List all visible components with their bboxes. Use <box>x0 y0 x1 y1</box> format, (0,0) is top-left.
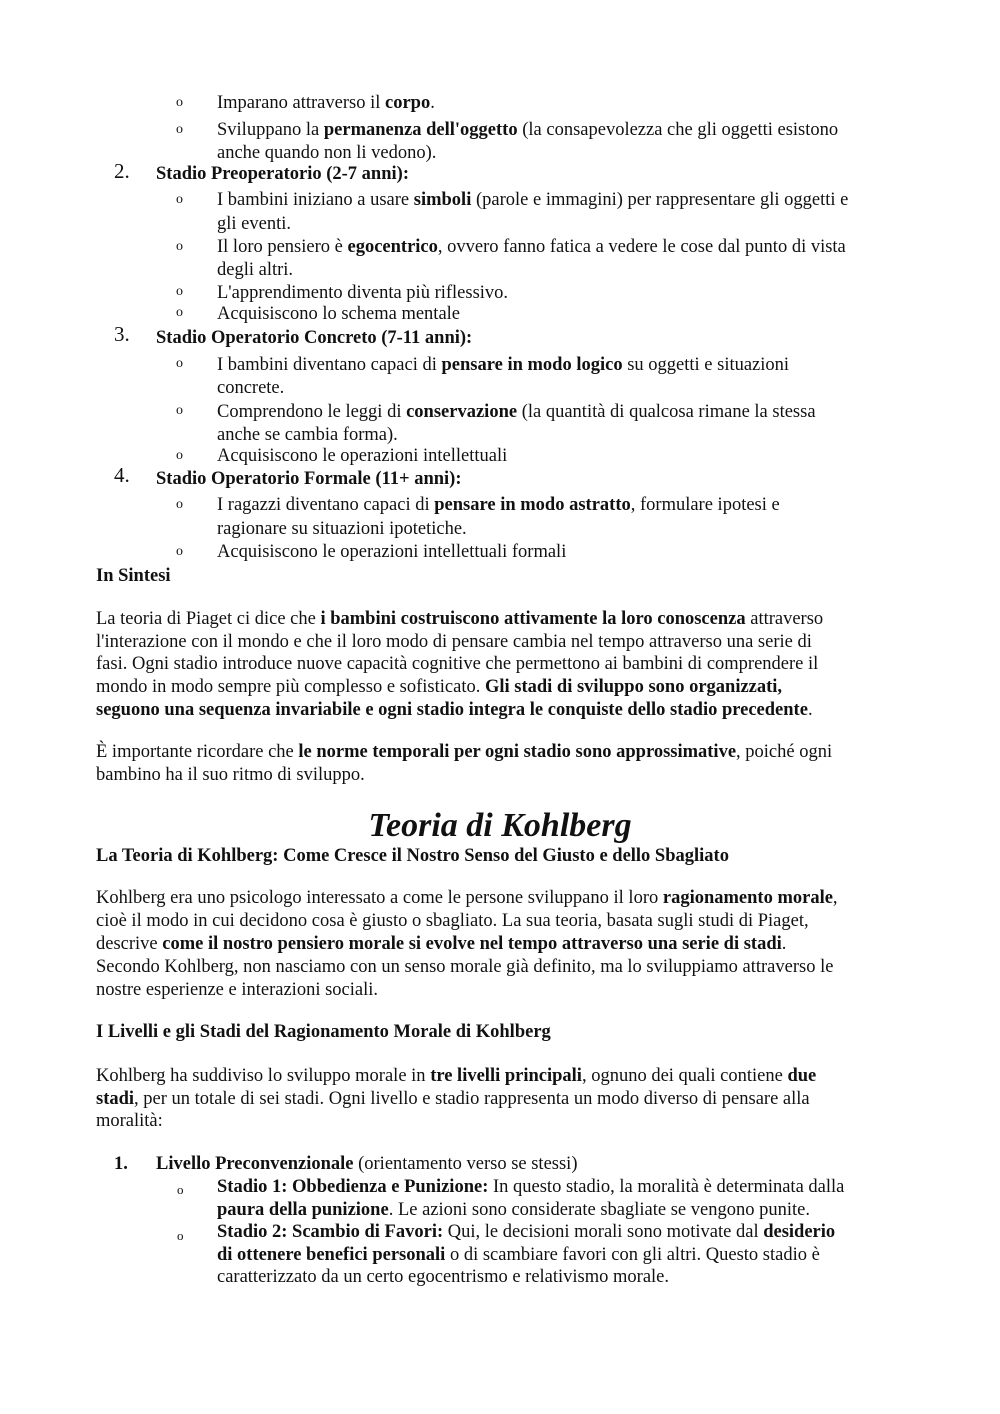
paragraph-line: Secondo Kohlberg, non nasciamo con un senso morale già definito, ma lo sviluppiamo attraverso le <box>96 957 834 977</box>
list-item-continuation: di ottenere benefici personali o di scambiare favori con gli altri. Questo stadio è <box>217 1245 820 1265</box>
paragraph-line: È importante ricordare che le norme temporali per ogni stadio sono approssimative, poiché ogni <box>96 742 833 762</box>
list-item: Acquisiscono le operazioni intellettuali formali <box>217 542 567 562</box>
list-item: Acquisiscono le operazioni intellettuali <box>217 446 508 466</box>
paragraph-line: seguono una sequenza invariabile e ogni stadio integra le conquiste dello stadio precedente. <box>96 700 813 720</box>
list-number: 2. <box>114 159 130 183</box>
paragraph-line: fasi. Ogni stadio introduce nuove capacità cognitive che permettono ai bambini di comprendere il <box>96 654 819 674</box>
list-item-continuation: ragionare su situazioni ipotetiche. <box>217 519 467 539</box>
paragraph-line: l'interazione con il mondo e che il loro modo di pensare cambia nel tempo attraverso una serie di <box>96 632 812 652</box>
list-item: Il loro pensiero è egocentrico, ovvero fanno fatica a vedere le cose dal punto di vista <box>217 237 846 257</box>
list-item-continuation: gli eventi. <box>217 214 291 234</box>
paragraph-line: Kohlberg era uno psicologo interessato a come le persone sviluppano il loro ragionamento morale, <box>96 888 838 908</box>
bullet-marker: o <box>177 1182 184 1197</box>
section-heading: In Sintesi <box>96 566 171 586</box>
list-item-continuation: anche se cambia forma). <box>217 425 398 445</box>
list-item: I bambini diventano capaci di pensare in modo logico su oggetti e situazioni <box>217 355 790 375</box>
list-item: Stadio 2: Scambio di Favori: Qui, le decisioni morali sono motivate dal desiderio <box>217 1222 836 1242</box>
level-title: Livello Preconvenzionale (orientamento verso se stessi) <box>156 1154 578 1174</box>
bullet-marker: o <box>176 356 183 371</box>
paragraph-line: Kohlberg ha suddiviso lo sviluppo morale in tre livelli principali, ognuno dei quali contiene due <box>96 1066 817 1086</box>
list-item-continuation: caratterizzato da un certo egocentrismo e relativismo morale. <box>217 1267 670 1287</box>
bullet-marker: o <box>176 544 183 559</box>
bullet-marker: o <box>176 305 183 320</box>
list-item: Comprendono le leggi di conservazione (la quantità di qualcosa rimane la stessa <box>217 402 816 422</box>
bullet-marker: o <box>176 192 183 207</box>
list-number: 3. <box>114 322 130 346</box>
list-number: 1. <box>114 1154 128 1174</box>
bullet-marker: o <box>176 448 183 463</box>
stage-title: Stadio Operatorio Formale (11+ anni): <box>156 469 462 489</box>
bullet-marker: o <box>176 497 183 512</box>
stage-title: Stadio Preoperatorio (2-7 anni): <box>156 164 409 184</box>
page-title: Teoria di Kohlberg <box>368 807 632 844</box>
bullet-marker: o <box>176 284 183 299</box>
bullet-marker: o <box>177 1228 184 1243</box>
section-heading: I Livelli e gli Stadi del Ragionamento Morale di Kohlberg <box>96 1022 551 1042</box>
paragraph-line: nostre esperienze e interazioni sociali. <box>96 980 378 1000</box>
bullet-marker: o <box>176 239 183 254</box>
paragraph-line: mondo in modo sempre più complesso e sofisticato. Gli stadi di sviluppo sono organizzati, <box>96 677 783 697</box>
stage-title: Stadio Operatorio Concreto (7-11 anni): <box>156 328 473 348</box>
paragraph-line: cioè il modo in cui decidono cosa è giusto o sbagliato. La sua teoria, basata sugli studi di Piaget, <box>96 911 809 931</box>
list-item-continuation: anche quando non li vedono). <box>217 143 437 163</box>
list-number: 4. <box>114 463 130 487</box>
paragraph-line: moralità: <box>96 1111 163 1131</box>
list-item: I ragazzi diventano capaci di pensare in modo astratto, formulare ipotesi e <box>217 495 780 515</box>
bullet-marker: o <box>176 403 183 418</box>
list-item: Imparano attraverso il corpo. <box>217 93 435 113</box>
list-item: I bambini iniziano a usare simboli (parole e immagini) per rappresentare gli oggetti e <box>217 190 849 210</box>
paragraph-line: La teoria di Piaget ci dice che i bambini costruiscono attivamente la loro conoscenza attraverso <box>96 609 824 629</box>
list-item: L'apprendimento diventa più riflessivo. <box>217 283 509 303</box>
list-item-continuation: degli altri. <box>217 260 294 280</box>
bullet-marker: o <box>176 95 183 110</box>
list-item: Stadio 1: Obbedienza e Punizione: In questo stadio, la moralità è determinata dalla <box>217 1177 845 1197</box>
bullet-marker: o <box>176 122 183 137</box>
paragraph-line: bambino ha il suo ritmo di sviluppo. <box>96 765 365 785</box>
section-subtitle: La Teoria di Kohlberg: Come Cresce il Nostro Senso del Giusto e dello Sbagliato <box>96 846 729 866</box>
list-item: Sviluppano la permanenza dell'oggetto (la consapevolezza che gli oggetti esistono <box>217 120 839 140</box>
list-item: Acquisiscono lo schema mentale <box>217 304 461 324</box>
list-item-continuation: concrete. <box>217 378 285 398</box>
list-item-continuation: paura della punizione. Le azioni sono considerate sbagliate se vengono punite. <box>217 1200 810 1220</box>
paragraph-line: descrive come il nostro pensiero morale si evolve nel tempo attraverso una serie di stadi. <box>96 934 787 954</box>
paragraph-line: stadi, per un totale di sei stadi. Ogni livello e stadio rappresenta un modo diverso di pensare alla <box>96 1089 810 1109</box>
